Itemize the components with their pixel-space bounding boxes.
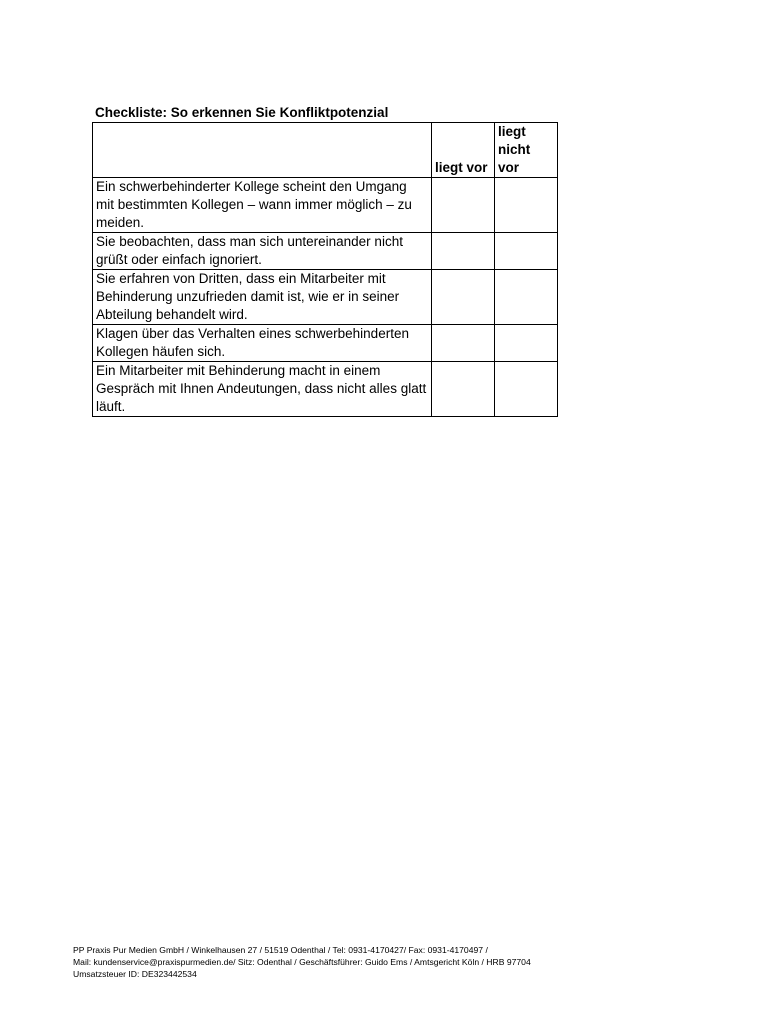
- table-header-row: [93, 123, 558, 178]
- checklist-item-text: Ein Mitarbeiter mit Behinderung macht in einem Gespräch mit Ihnen Andeutungen, dass nicht alles glatt läuft.: [93, 362, 432, 417]
- header-item-column: [93, 123, 432, 178]
- liegt-vor-checkbox-cell[interactable]: [432, 233, 495, 270]
- table-row: [93, 362, 558, 417]
- checklist-title: Checkliste: So erkennen Sie Konfliktpotenzial: [95, 105, 389, 120]
- liegt-vor-checkbox-cell[interactable]: [432, 270, 495, 325]
- liegt-vor-checkbox-cell[interactable]: [432, 325, 495, 362]
- liegt-vor-checkbox-cell[interactable]: [432, 178, 495, 233]
- checklist-item-text: Klagen über das Verhalten eines schwerbehinderten Kollegen häufen sich.: [93, 325, 432, 362]
- footer-line-contact: Mail: kundenservice@praxispurmedien.de/ Sitz: Odenthal / Geschäftsführer: Guido Ems / Amtsgericht Köln / HRB 97704: [73, 957, 531, 967]
- company-footer: [73, 944, 531, 980]
- checklist-item-text: Ein schwerbehinderter Kollege scheint den Umgang mit bestimmten Kollegen – wann immer möglich – zu meiden.: [93, 178, 432, 233]
- header-liegt-nicht-vor: liegt nicht vor: [495, 123, 558, 178]
- liegt-nicht-vor-checkbox-cell[interactable]: [495, 178, 558, 233]
- liegt-nicht-vor-checkbox-cell[interactable]: [495, 325, 558, 362]
- checklist-item-text: Sie erfahren von Dritten, dass ein Mitarbeiter mit Behinderung unzufrieden damit ist, wie er in seiner Abteilung behandelt wird.: [93, 270, 432, 325]
- checklist-item-text: Sie beobachten, dass man sich untereinander nicht grüßt oder einfach ignoriert.: [93, 233, 432, 270]
- liegt-vor-checkbox-cell[interactable]: [432, 362, 495, 417]
- liegt-nicht-vor-checkbox-cell[interactable]: [495, 362, 558, 417]
- liegt-nicht-vor-checkbox-cell[interactable]: [495, 233, 558, 270]
- table-row: [93, 270, 558, 325]
- table-row: [93, 233, 558, 270]
- table-row: [93, 178, 558, 233]
- header-liegt-vor: liegt vor: [432, 123, 495, 178]
- footer-line-tax-id: Umsatzsteuer ID: DE323442534: [73, 969, 197, 979]
- table-row: [93, 325, 558, 362]
- liegt-nicht-vor-checkbox-cell[interactable]: [495, 270, 558, 325]
- footer-line-address: PP Praxis Pur Medien GmbH / Winkelhausen 27 / 51519 Odenthal / Tel: 0931-4170427/ Fax: 0931-4170497 /: [73, 945, 488, 955]
- checklist-table: [92, 122, 558, 417]
